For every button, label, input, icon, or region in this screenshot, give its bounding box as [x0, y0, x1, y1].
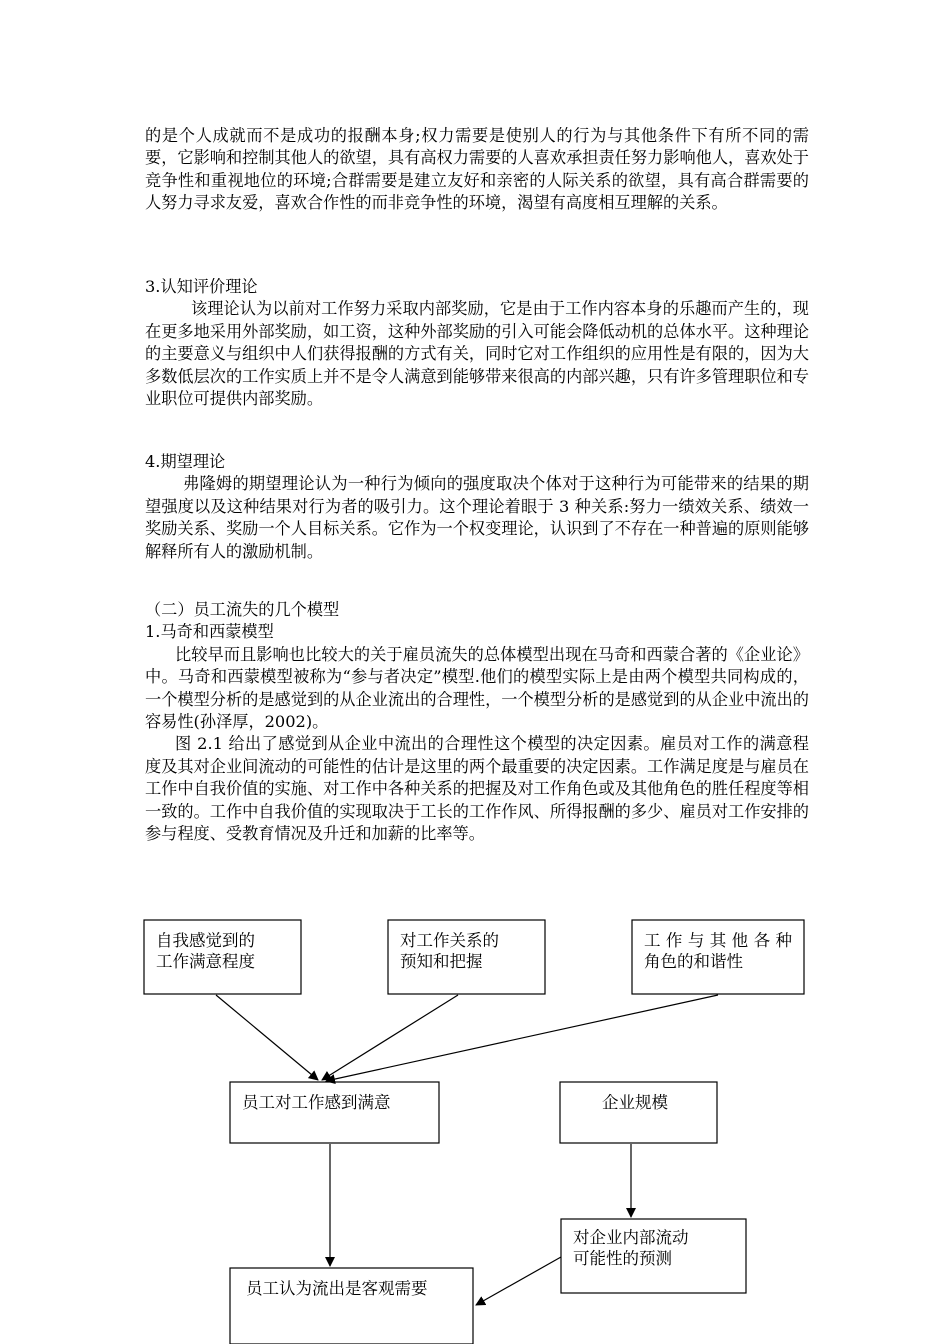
box4-line1: 员工对工作感到满意: [242, 1093, 391, 1112]
box-company-size: [560, 1082, 717, 1143]
box3-line2: 角色的和谐性: [644, 952, 743, 971]
box1-line1: 自我感觉到的: [156, 931, 255, 950]
arrow-box6-to-box7: [476, 1257, 561, 1305]
box-leaving-is-necessary: [230, 1268, 473, 1344]
box-internal-mobility-forecast: [561, 1219, 746, 1293]
arrow-box3-to-box4: [326, 995, 718, 1081]
paragraph-cognitive-evaluation: 该理论认为以前对工作努力采取内部奖励，它是由于工作内容本身的乐趣而产生的，现在更多地采用外部奖励，如工资，这种外部奖励的引入可能会降低动机的总体水平。这种理论的主要意义与组织中人们获得报酬的方式有关，同时它对工作组织的应用性是有限的，因为大多数低层次的工作实质上并不是令人满意到能够带来很高的内部兴趣，只有许多管理职位和专业职位可提供内部奖励。: [145, 299, 809, 409]
heading-march-simon-model: 1.马奇和西蒙模型: [145, 622, 274, 642]
paragraph-march-simon-intro: 比较早而且影响也比较大的关于雇员流失的总体模型出现在马奇和西蒙合著的《企业论》中。马奇和西蒙模型被称为“参与者决定”模型.他们的模型实际上是由两个模型共同构成的，一个模型分析的是感觉到的从企业流出的合理性，一个模型分析的是感觉到的从企业中流出的容易性(孙泽厚，2002)。: [145, 644, 809, 732]
box2-line1: 对工作关系的: [400, 931, 499, 950]
box6-line1: 对企业内部流动: [573, 1228, 689, 1247]
heading-cognitive-evaluation: 3.认知评价理论: [145, 277, 258, 296]
box-role-harmony: [632, 920, 804, 994]
paragraph-achievement-power-affiliation: 的是个人成就而不是成功的报酬本身;权力需要是使别人的行为与其他条件下有所不同的需要，它影响和控制其他人的欲望，具有高权力需要的人喜欢承担责任努力影响他人，喜欢处于竞争性和重视地位的环境;合群需要是建立友好和亲密的人际关系的欲望，具有高合群需要的人努力寻求友爱，喜欢合作性的而非竞争性的环境，渴望有高度相互理解的关系。: [145, 126, 809, 213]
box-work-relationship-awareness: [388, 920, 545, 994]
heading-expectancy-theory: 4.期望理论: [145, 452, 226, 471]
paragraph-expectancy-theory: 弗隆姆的期望理论认为一种行为倾向的强度取决个体对于这种行为可能带来的结果的期望强度以及这种结果对行为者的吸引力。这个理论着眼于 3 种关系:努力一绩效关系、绩效一奖励关系、奖励一个人目标关系。它作为一个权变理论，认识到了不存在一种普遍的原则能够解释所有人的激励机制。: [145, 474, 809, 561]
box1-line2: 工作满意程度: [156, 952, 255, 971]
box-employee-satisfied: [230, 1082, 439, 1143]
box3-line1: 工作与其他各种: [644, 931, 792, 950]
heading-turnover-models: （二）员工流失的几个模型: [145, 600, 340, 619]
box5-line1: 企业规模: [602, 1093, 668, 1112]
arrow-box1-to-box4: [216, 995, 318, 1080]
box-self-perceived-satisfaction: [144, 920, 301, 994]
paragraph-figure-description: 图 2.1 给出了感觉到从企业中流出的合理性这个模型的决定因素。雇员对工作的满意程度及其对企业间流动的可能性的估计是这里的两个最重要的决定因素。工作满足度是与雇员在工作中自我价值的实施、对工作中各种关系的把握及对工作角色或及其他角色的胜任程度等相一致的。工作中自我价值的实现取决于工长的工作作风、所得报酬的多少、雇员对工作安排的参与程度、受教育情况及升迁和加薪的比率等。: [145, 734, 809, 844]
box7-line1: 员工认为流出是客观需要: [246, 1279, 428, 1298]
box6-line2: 可能性的预测: [573, 1249, 672, 1268]
box2-line2: 预知和把握: [400, 952, 483, 971]
